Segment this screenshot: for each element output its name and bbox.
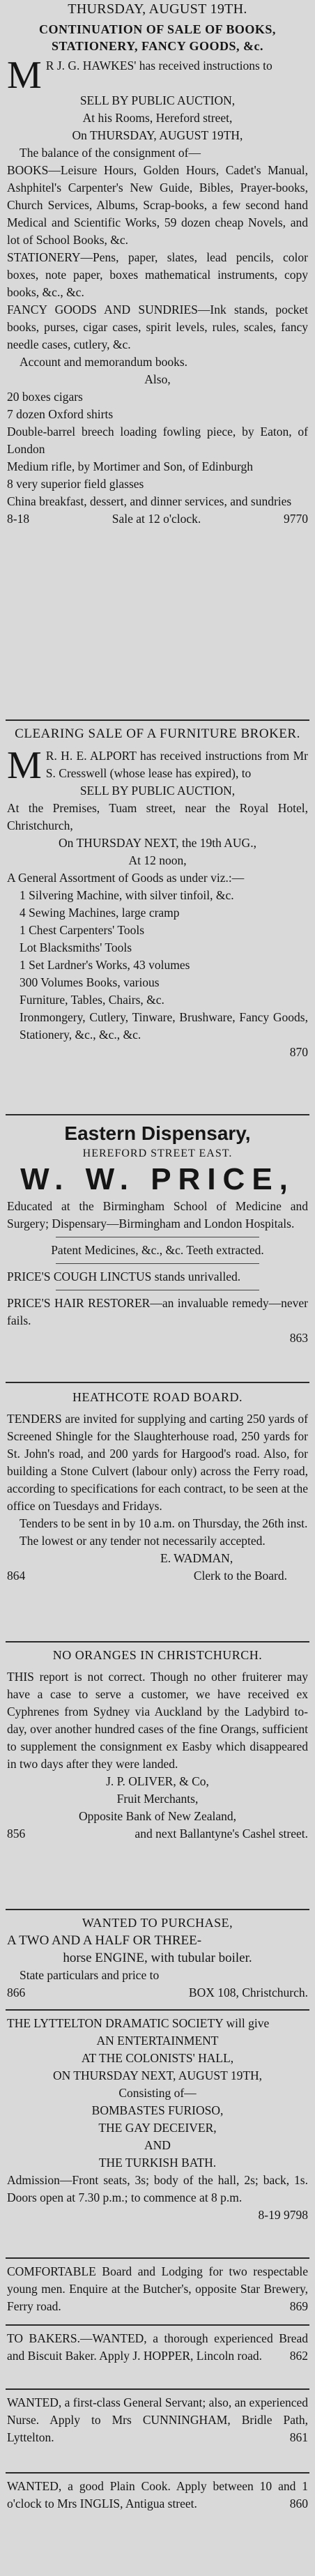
date-line: THURSDAY, AUGUST 19TH. xyxy=(68,1,247,17)
pharmacist-name: W. W. PRICE, xyxy=(20,1162,295,1196)
ad-title: WANTED TO PURCHASE, xyxy=(82,1916,233,1930)
program-item: AND xyxy=(144,2138,171,2152)
premises-line: At the Premises, Tuam street, near the Royal Hotel, Christchurch, xyxy=(7,801,308,832)
firm-name: J. P. OLIVER, & Co, xyxy=(106,1774,209,1788)
deadline-line: Tenders to be sent in by 10 a.m. on Thursday, the 26th inst. xyxy=(20,1516,308,1530)
stationery-para: STATIONERY—Pens, paper, slates, lead pencils, color boxes, note paper, boxes mathematical instruments, copy books, &c., &c. xyxy=(7,250,308,299)
divider xyxy=(6,1114,309,1115)
footer-row xyxy=(7,510,308,528)
footer-row xyxy=(7,1567,308,1585)
list-item: 1 Chest Carpenters' Tools xyxy=(20,923,145,937)
state-line: State particulars and price to xyxy=(20,1968,160,1982)
divider xyxy=(6,1382,309,1383)
footer-row xyxy=(7,1984,308,2002)
society-line: THE LYTTELTON DRAMATIC SOCIETY will give xyxy=(7,2016,270,2030)
bakers-body: TO BAKERS.—WANTED, a thorough experienced Bread and Biscuit Baker. Apply J. HOPPER, Lincoln road. xyxy=(7,2331,308,2363)
sell-line: SELL BY PUBLIC AUCTION, xyxy=(79,784,236,798)
list-item: 1 Silvering Machine, with silver tinfoil, &c. xyxy=(20,888,234,902)
sale-time: Sale at 12 o'clock. xyxy=(112,512,201,526)
ad-number: 9770 xyxy=(283,512,308,526)
ad-number: 860 xyxy=(289,2497,308,2510)
ad-furniture-broker xyxy=(0,725,315,1061)
ad-number: 870 xyxy=(289,1045,308,1059)
list-item: 1 Set Lardner's Works, 43 volumes xyxy=(20,958,190,972)
sell-line: SELL BY PUBLIC AUCTION, xyxy=(79,93,236,107)
ad-title: CONTINUATION OF SALE OF BOOKS, STATIONERY, FANCY GOODS, &c. xyxy=(39,22,276,53)
ad-books-sale xyxy=(0,21,315,528)
street-line: HEREFORD STREET EAST. xyxy=(82,1148,233,1159)
list-item: Furniture, Tables, Chairs, &c. xyxy=(20,993,164,1007)
entertainment-line: AN ENTERTAINMENT xyxy=(96,2034,219,2048)
cook-body: WANTED, a good Plain Cook. Apply between 10 and 1 o'clock to Mrs INGLIS, Antigua street. xyxy=(7,2479,308,2510)
ad-title: HEATHCOTE ROAD BOARD. xyxy=(72,1390,243,1404)
ad-title: Eastern Dispensary, xyxy=(64,1122,251,1144)
address-line: Opposite Bank of New Zealand, xyxy=(79,1809,236,1823)
ad-wanted-engine xyxy=(0,1914,315,2002)
signer-role: Clerk to the Board. xyxy=(193,1569,287,1583)
ad-number: 862 xyxy=(289,2349,308,2363)
admission-para: Admission—Front seats, 3s; body of the hall, 2s; back, 1s. Doors open at 7.30 p.m.; to commence at 8 p.m. xyxy=(7,2173,308,2204)
list-item: China breakfast, dessert, and dinner services, and sundries xyxy=(7,494,292,508)
ad-plain-cook xyxy=(0,2478,315,2513)
list-item: Ironmongery, Cutlery, Tinware, Brushware, Fancy Goods, Stationery, &c., &c., &c. xyxy=(20,1010,308,1042)
lowest-line: The lowest or any tender not necessarily accepted. xyxy=(20,1534,266,1548)
divider xyxy=(6,2388,309,2390)
ad-oranges xyxy=(0,1647,315,1843)
ad-eastern-dispensary xyxy=(0,1121,315,1347)
ad-lyttelton-dramatic-society xyxy=(0,2015,315,2224)
ad-heathcote-road-board xyxy=(0,1389,315,1585)
place-line: At his Rooms, Hereford street, xyxy=(82,111,233,125)
ad-number: 866 xyxy=(7,1986,26,1999)
balance-line: The balance of the consignment of— xyxy=(20,146,201,160)
servant-body: WANTED, a first-class General Servant; also, an experienced Nurse. Apply to Mrs CUNNINGHAM, Bridle Path, Lyttelton. xyxy=(7,2395,308,2444)
divider xyxy=(6,2324,309,2326)
time-line: At 12 noon, xyxy=(128,853,187,867)
consisting-line: Consisting of— xyxy=(118,2086,197,2100)
footer-row xyxy=(7,1825,308,1843)
ad-intro: M R. H. E. ALPORT has received instructions from Mr S. Cresswell (whose lease has expired), to xyxy=(7,744,308,787)
engine-line-1: A TWO AND A HALF OR THREE- xyxy=(7,1933,202,1948)
tender-body: TENDERS are invited for supplying and carting 250 yards of Screened Shingle for the Slaughterhouse road, 250 yards for St. John's road, and 200 yards for Hargood's road. Also, for building a Stone Culvert (labour only) across the Ferry road, according to specifications for each contract, to be seen at the office on Tuesdays and Fridays. xyxy=(7,1412,308,1513)
patent-line: Patent Medicines, &c., &c. Teeth extracted. xyxy=(51,1243,264,1257)
divider xyxy=(56,1263,259,1264)
educated-para: Educated at the Birmingham School of Medicine and Surgery; Dispensary—Birmingham and London Hospitals. xyxy=(7,1199,308,1230)
ad-number: 861 xyxy=(289,2430,308,2444)
general-line: A General Assortment of Goods as under viz.:— xyxy=(7,871,245,885)
box-line: BOX 108, Christchurch. xyxy=(188,1986,308,1999)
ad-title: CLEARING SALE OF A FURNITURE BROKER. xyxy=(15,726,300,741)
ad-general-servant xyxy=(0,2394,315,2446)
board-body: COMFORTABLE Board and Lodging for two respectable young men. Enquire at the Butcher's, opposite Star Brewery, Ferry road. xyxy=(7,2264,308,2313)
list-item: Lot Blacksmiths' Tools xyxy=(20,940,132,954)
also-line: Also, xyxy=(144,372,171,386)
divider xyxy=(6,1909,309,1910)
list-item: 4 Sewing Machines, large cramp xyxy=(20,906,180,920)
fancy-para: FANCY GOODS AND SUNDRIES—Ink stands, pocket books, purses, cigar cases, spirit levels, rules, scales, fancy needle cases, cutlery, &c. xyxy=(7,303,308,351)
ad-board-lodging xyxy=(0,2263,315,2315)
ad-title: NO ORANGES IN CHRISTCHURCH. xyxy=(52,1648,263,1662)
ad-number: 863 xyxy=(289,1331,308,1345)
account-line: Account and memorandum books. xyxy=(20,355,188,369)
hair-line: PRICE'S HAIR RESTORER—an invaluable remedy—never fails. xyxy=(7,1296,308,1327)
ad-number: 864 xyxy=(7,1569,26,1583)
ad-number: 8-19 9798 xyxy=(258,2208,308,2222)
list-item: Double-barrel breech loading fowling piece, by Eaton, of London xyxy=(7,425,308,456)
ad-number: 856 xyxy=(7,1827,26,1840)
divider xyxy=(6,719,309,721)
program-item: THE TURKISH BATH. xyxy=(98,2156,217,2170)
date-line: On THURSDAY, AUGUST 19TH, xyxy=(72,128,243,142)
list-item: 8 very superior field glasses xyxy=(7,477,144,491)
date-line: ON THURSDAY NEXT, AUGUST 19TH, xyxy=(52,2068,263,2082)
books-para: BOOKS—Leisure Hours, Golden Hours, Cadet's Manual, Ashphitel's Carpenter's New Guide, Bibles, Prayer-books, Church Services, Albums, Scrap-books, a few second hand Medical and Scientific Works, 59 dozen cheap Novels, and lot of School Books, &c. xyxy=(7,163,308,247)
signer: E. WADMAN, xyxy=(160,1551,233,1565)
date-line: On THURSDAY NEXT, the 19th AUG., xyxy=(59,836,256,850)
divider xyxy=(6,2009,309,2011)
list-item: 7 dozen Oxford shirts xyxy=(7,407,114,421)
ad-number: 869 xyxy=(289,2299,308,2313)
divider xyxy=(6,1641,309,1643)
program-item: BOMBASTES FURIOSO, xyxy=(91,2103,224,2117)
ad-intro: M R J. G. HAWKES' has received instructions to xyxy=(7,54,272,97)
date-header xyxy=(0,0,315,18)
divider xyxy=(6,2472,309,2474)
address-line: and next Ballantyne's Cashel street. xyxy=(135,1827,308,1840)
program-item: THE GAY DECEIVER, xyxy=(98,2121,217,2135)
ref-code: 8-18 xyxy=(7,512,30,526)
list-item: 300 Volumes Books, various xyxy=(20,975,160,989)
oranges-body: THIS report is not correct. Though no other fruiterer may have a case to serve a customer, we have received ex Cyphrenes from Sydney via Auckland by the Ladybird to-day, over another hundred cases of the fine Orangs, sufficient to supplement the consignment ex Easby which disappeared in two days after they were landed. xyxy=(7,1670,308,1771)
venue-line: AT THE COLONISTS' HALL, xyxy=(81,2051,234,2065)
list-item: Medium rifle, by Mortimer and Son, of Edinburgh xyxy=(7,459,254,473)
engine-line-2: horse ENGINE, with tubular boiler. xyxy=(63,1951,252,1965)
list-item: 20 boxes cigars xyxy=(7,390,83,404)
ad-to-bakers xyxy=(0,2330,315,2365)
cough-line: PRICE'S COUGH LINCTUS stands unrivalled. xyxy=(7,1270,241,1283)
firm-trade: Fruit Merchants, xyxy=(116,1792,199,1806)
divider xyxy=(6,2257,309,2259)
